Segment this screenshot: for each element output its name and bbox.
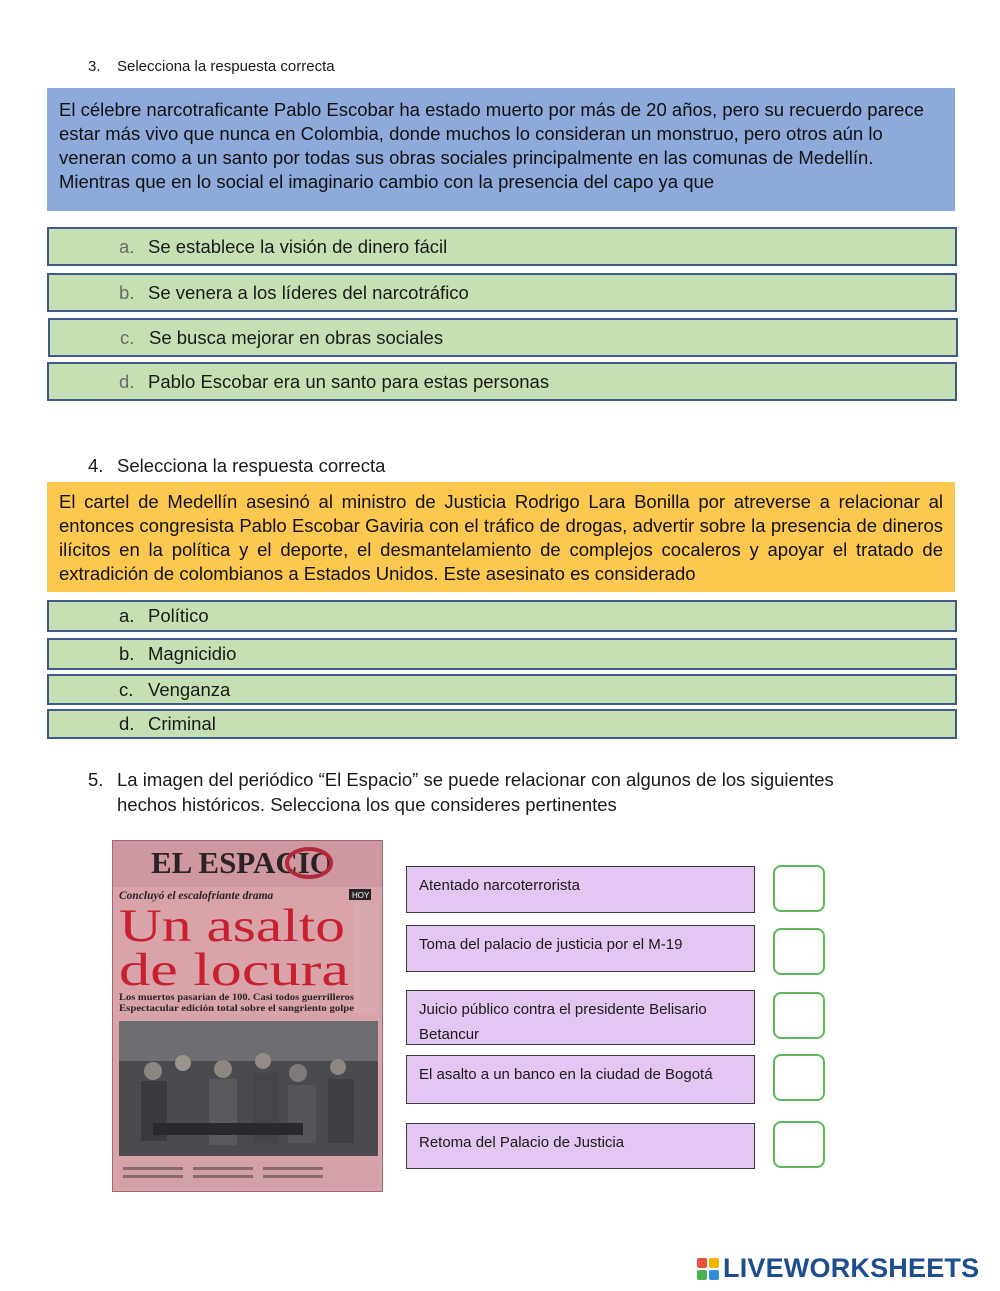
option-letter: b. <box>119 281 135 303</box>
q4-option-c[interactable] <box>47 674 957 705</box>
option-text: Pablo Escobar era un santo para estas personas <box>148 370 550 392</box>
newspaper-headline-1: Un asalto <box>119 900 345 952</box>
q5-number: 5. <box>88 769 104 790</box>
q5-choice-3: Juicio público contra el presidente Belisario Betancur <box>406 990 755 1045</box>
q4-prompt: Selecciona la respuesta correcta <box>117 455 386 476</box>
newspaper-deck-2: Espectacular edición total sobre el sangriento golpe <box>119 1004 354 1014</box>
q3-option-a[interactable] <box>47 227 957 266</box>
q5-prompt-line1: La imagen del periódico “El Espacio” se puede relacionar con algunos de los siguientes <box>117 769 834 790</box>
option-letter: b. <box>119 643 135 664</box>
option-letter: d. <box>119 370 135 392</box>
newspaper-graphic <box>113 841 382 1191</box>
q3-option-c[interactable] <box>48 318 958 357</box>
q3-option-d[interactable] <box>47 362 957 401</box>
option-text: Magnicidio <box>148 643 237 664</box>
q5-choice-2: Toma del palacio de justicia por el M-19 <box>406 925 755 972</box>
q5-checkbox-4[interactable] <box>773 1054 825 1101</box>
liveworksheets-logo-icon <box>697 1258 719 1280</box>
q5-choice-4: El asalto a un banco en la ciudad de Bogotá <box>406 1055 755 1104</box>
q3-passage: El célebre narcotraficante Pablo Escobar ha estado muerto por más de 20 años, pero su recuerdo parece estar más vivo que nunca en Colombia, donde muchos lo consideran un monstruo, pero otros aún lo veneran como a un santo por todas sus obras sociales principalmente en las comunas de Medellín. Mientras que en lo social el imaginario cambio con la presencia del capo ya que <box>47 88 955 211</box>
option-letter: c. <box>119 678 134 700</box>
newspaper-image <box>112 840 383 1192</box>
q5-choice-5: Retoma del Palacio de Justicia <box>406 1123 755 1169</box>
brand-name: LIVEWORKSHEETS <box>723 1253 980 1283</box>
liveworksheets-logo <box>697 1253 979 1284</box>
option-letter: c. <box>120 326 135 348</box>
option-text: Venganza <box>148 678 231 700</box>
q5-choice-1: Atentado narcoterrorista <box>406 866 755 913</box>
q5-checkbox-1[interactable] <box>773 865 825 912</box>
option-text: Se establece la visión de dinero fácil <box>148 235 448 257</box>
q5-prompt-line2: hechos históricos. Selecciona los que consideres pertinentes <box>117 794 617 815</box>
q5-checkbox-3[interactable] <box>773 992 825 1039</box>
newspaper-masthead: EL ESPACIO <box>151 845 334 880</box>
q3-number: 3. <box>88 58 101 75</box>
q4-option-a[interactable] <box>47 600 957 632</box>
option-letter: a. <box>119 235 135 257</box>
q3-option-b[interactable] <box>47 273 957 312</box>
option-text: Criminal <box>148 713 216 734</box>
q3-heading <box>88 58 335 75</box>
newspaper-headline-2: de locura <box>119 944 350 996</box>
option-text: Se venera a los líderes del narcotráfico <box>148 281 469 303</box>
option-letter: d. <box>119 713 135 734</box>
newspaper-side-column <box>354 903 378 1013</box>
option-text: Político <box>148 605 209 626</box>
q4-option-d[interactable] <box>47 709 957 739</box>
newspaper-badge: HOY <box>352 891 370 900</box>
q4-passage: El cartel de Medellín asesinó al ministro de Justicia Rodrigo Lara Bonilla por atreverse a relacionar al entonces congresista Pablo Escobar Gaviria con el tráfico de drogas, advertir sobre la presencia de dineros ilícitos en la política y el deporte, el desmantelamiento de complejos cocaleros y apoyar el tratado de extradición de colombianos a Estados Unidos. Este asesinato es considerado <box>47 482 955 592</box>
newspaper-kicker: Concluyó el escalofriante drama <box>119 890 274 902</box>
q3-prompt: Selecciona la respuesta correcta <box>117 58 335 75</box>
q4-heading <box>88 455 385 477</box>
option-letter: a. <box>119 605 135 626</box>
q5-checkbox-5[interactable] <box>773 1121 825 1168</box>
q5-checkbox-2[interactable] <box>773 928 825 975</box>
q5-heading <box>88 767 834 817</box>
newspaper-deck-1: Los muertos pasarían de 100. Casi todos guerrilleros <box>119 993 355 1003</box>
q4-option-b[interactable] <box>47 638 957 670</box>
q4-number: 4. <box>88 455 104 476</box>
option-text: Se busca mejorar en obras sociales <box>149 326 444 348</box>
